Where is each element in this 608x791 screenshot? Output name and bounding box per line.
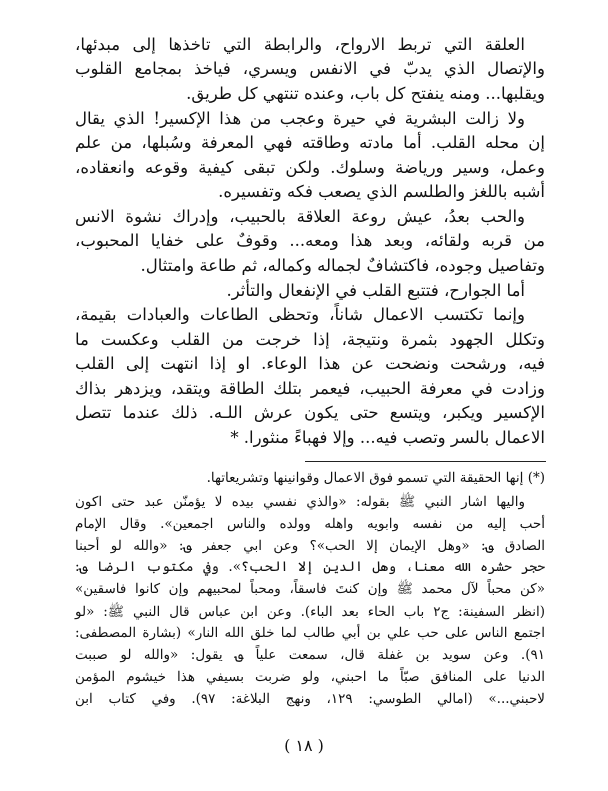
footnote-line: (انظر السفينة: ج٢ باب الحاء بعد الباء). وعن ابن عباس قال النبي ﷺ: «لو [75, 604, 545, 620]
body-line: من قربه ولقائه، وبعد هذا ومعه... وقوفٌ على خفايا المحبوب، [75, 231, 545, 250]
body-line: أشبه باللغز والطلسم الذي يصعب فكه وتفسيره. [218, 182, 545, 201]
footnote-line: ٩١). وعن سويد بن غفلة قال، سمعت علياً ؈ يقول: «والله لو صببت [75, 647, 545, 663]
footnote-divider [305, 461, 546, 462]
body-line: وتفاصيل وجوده، فاكتشافٌ لجماله وكماله، ثم طاعة وامتثال. [140, 256, 545, 275]
body-line: الاعمال بالسر وتصب فيه... وإلا فهباءً منثورا. * [230, 428, 545, 447]
footnote-line: الدنيا على المنافق صبّاً ما احبني، ولو ضربت بسيفي هذا خيشوم المؤمن [75, 669, 545, 685]
body-line: وتكلل الجهود بثمرة ونتيجة، إذا خرجت من القلب وعكست ما [75, 330, 545, 349]
footnote-line: أحب إليه من نفسه وابويه واهله وولده والناس اجمعين». وقال الإمام [75, 516, 545, 532]
body-line: والحب بعدُ، عيش روعة العلاقة بالحبيب، وإدراك نشوة الانس [75, 207, 525, 226]
body-line: وعمل، وسير ورياضة وسلوك. ولكن تبقى كيفية وقوعه وانعقاده، [75, 158, 545, 177]
body-line: الإكسير ويكبر، ويتسع حتى يكون عرش اللـه. ذلك عندما تتصل [75, 403, 545, 422]
body-line: ويقلبها... ومنه ينفتح كل باب، وعنده تنتهي كل طريق. [186, 84, 545, 103]
footnote-line: واليها اشار النبي ﷺ بقوله: «والذي نفسي بيده لا يؤمنّن عبد حتى اكون [75, 494, 525, 510]
body-line: فيه، ورشحت ونضحت عن هذا الوعاء. او إذا انتهت إلى القلب [75, 354, 545, 373]
body-line: العلقة التي تربط الارواح، والرابطة التي تاخذها إلى مبدئها، [75, 35, 525, 54]
body-line: وزادت في معرفة الحبيب، فيعمر بتلك الطاقة ويتقد، ويزدهر بذاك [75, 379, 545, 398]
footnote-line: (*) إنها الحقيقة التي تسمو فوق الاعمال وقوانينها وتشريعاتها. [206, 470, 545, 486]
page-number: ( ١٨ ) [284, 736, 324, 755]
footnote-line: «كن محباً لآل محمد ﷺ وإن كنتَ فاسقاً، ومحباً لمحبيهم وإن كانوا فاسقين» [75, 581, 545, 597]
body-line: وإنما تكتسب الاعمال شاناً، وتحظى الطاعات والعبادات بقيمة، [75, 305, 525, 324]
body-line: والإتصال الذي يدبّ في الانفس ويسري، فياخذ بمجامع القلوب [75, 59, 545, 78]
body-line: إن محله القلب. أما مادته وطاقته فهي المعرفة وسُبلها، من علم [75, 133, 545, 152]
footnote-line: لاحبني...» (امالي الطوسي: ١٢٩، ونهج البلاغة: ٩٧). وفي كتاب ابن [75, 691, 545, 707]
footnote-line: اجتمع الناس على حب علي بن أبي طالب لما خلق الله النار» (بشارة المصطفى: [75, 625, 545, 641]
body-line: ولا زالت البشرية في حيرة وعجب من هذا الإكسير! الذي يقال [75, 109, 525, 128]
footnote-line: حجر حشره الله معنا، وهل الدين إلا الحب؟». وفي مكتوب الرضا ؈: [75, 559, 545, 575]
footnote-line: الصادق ؈: «وهل الإيمان إلا الحب»؟ وعن ابي جعفر ؈: «والله لو أحبنا [75, 538, 545, 554]
body-line: أما الجوارح، فتتبع القلب في الإنفعال والتأثر. [226, 281, 525, 300]
